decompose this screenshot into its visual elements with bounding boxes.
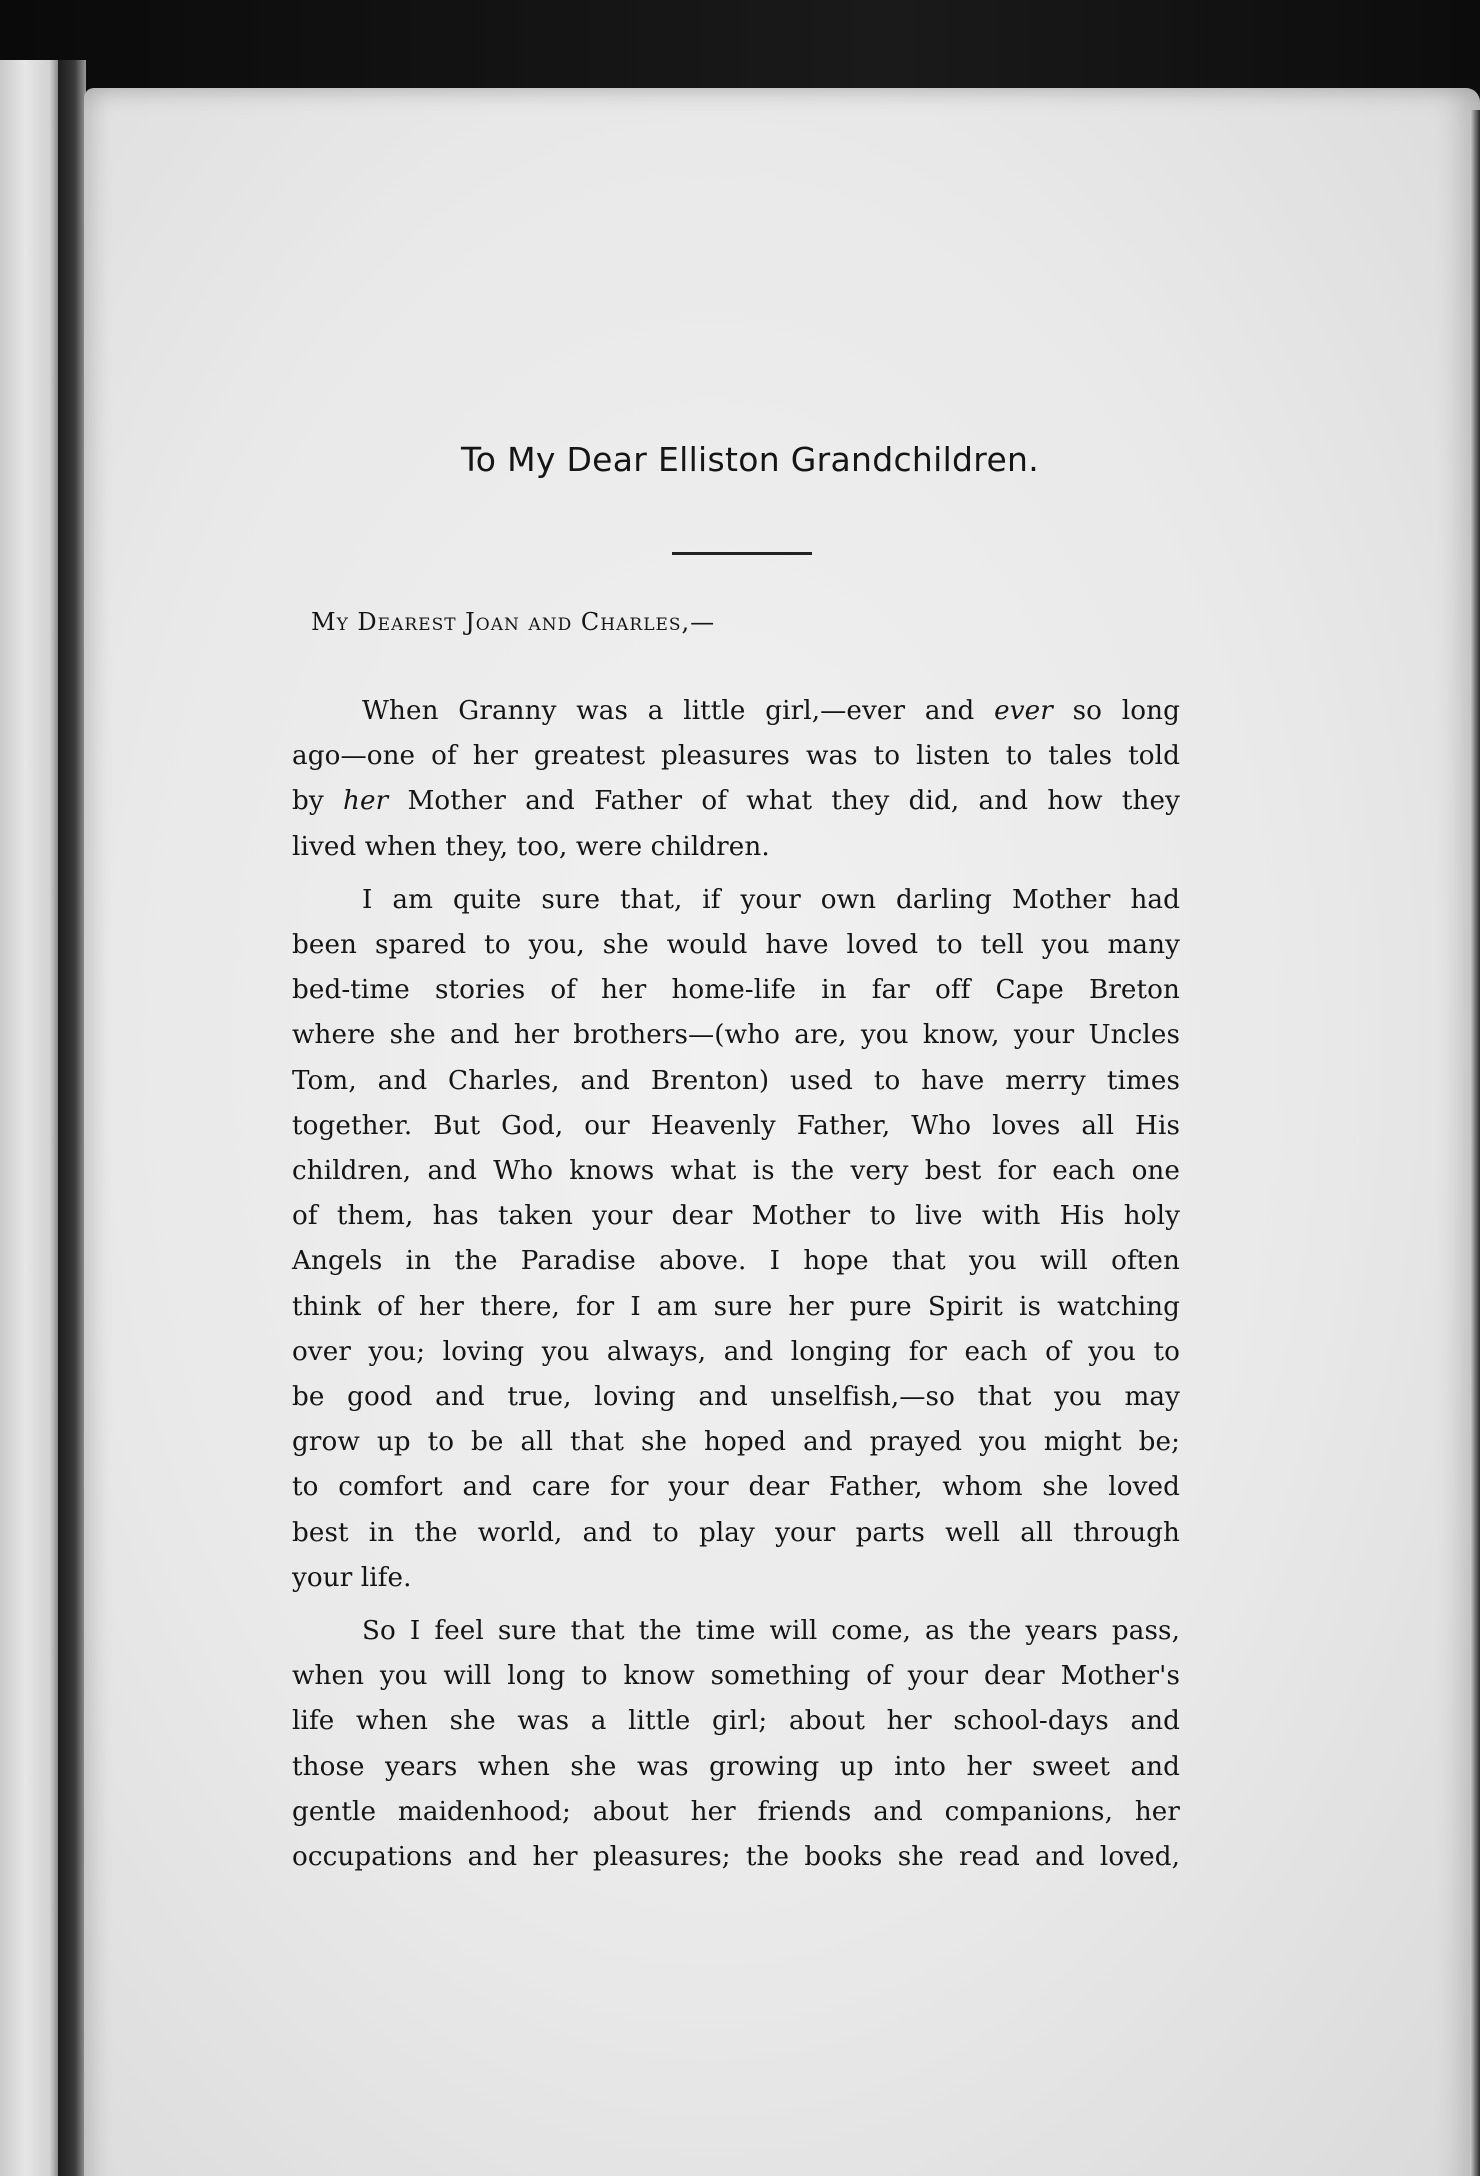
- previous-page-edge: [0, 60, 62, 2176]
- text-line: So I feel sure that the time will come, as the years pass,: [362, 1616, 1180, 1647]
- letter-body: [292, 689, 1180, 1888]
- book-gutter: [58, 60, 86, 2176]
- text-line: occupations and her pleasures; the books she read and loved,: [292, 1842, 1180, 1873]
- page-right-edge: [1470, 110, 1480, 2176]
- text-line: best in the world, and to play your parts well all through: [292, 1517, 1180, 1548]
- dedication-title: To My Dear Elliston Grandchildren.: [460, 440, 1040, 479]
- text-line: children, and Who knows what is the very best for each one: [292, 1156, 1180, 1187]
- text-line: over you; loving you always, and longing for each of you to: [292, 1336, 1180, 1367]
- text-line: grow up to be all that she hoped and prayed you might be;: [292, 1427, 1180, 1458]
- text-line: those years when she was growing up into her sweet and: [292, 1751, 1180, 1782]
- text-line: bed-time stories of her home-life in far off Cape Breton: [292, 975, 1180, 1006]
- text-line: Angels in the Paradise above. I hope that you will often: [292, 1246, 1180, 1277]
- text-line: when you will long to know something of your dear Mother's: [292, 1661, 1180, 1692]
- title-divider: [672, 552, 812, 555]
- text-line: to comfort and care for your dear Father, whom she loved: [292, 1472, 1180, 1503]
- text-line: Tom, and Charles, and Brenton) used to have merry times: [292, 1065, 1180, 1096]
- text-line: life when she was a little girl; about her school-days and: [292, 1706, 1180, 1737]
- text-line: think of her there, for I am sure her pure Spirit is watching: [292, 1291, 1180, 1322]
- text-line: When Granny was a little girl,—ever and ever so long: [362, 696, 1180, 726]
- text-line: been spared to you, she would have loved to tell you many: [292, 930, 1180, 961]
- text-line: together. But God, our Heavenly Father, Who loves all His: [292, 1110, 1180, 1141]
- paragraph-3: [292, 1609, 1180, 1880]
- text-line: by her Mother and Father of what they did, and how they: [292, 786, 1180, 817]
- letter-salutation: My Dearest Joan and Charles,—: [311, 608, 716, 636]
- text-line: ago—one of her greatest pleasures was to listen to tales told: [292, 741, 1180, 772]
- text-line: I am quite sure that, if your own darling Mother had: [362, 884, 1180, 915]
- text-line: your life.: [292, 1562, 412, 1593]
- text-line: where she and her brothers—(who are, you know, your Uncles: [292, 1020, 1180, 1051]
- text-line: be good and true, loving and unselfish,—so that you may: [292, 1382, 1180, 1413]
- text-line: lived when they, too, were children.: [292, 831, 770, 862]
- paragraph-2: [292, 878, 1180, 1601]
- text-line: gentle maidenhood; about her friends and companions, her: [292, 1796, 1180, 1827]
- paragraph-1: [292, 689, 1180, 870]
- text-line: of them, has taken your dear Mother to live with His holy: [292, 1201, 1180, 1232]
